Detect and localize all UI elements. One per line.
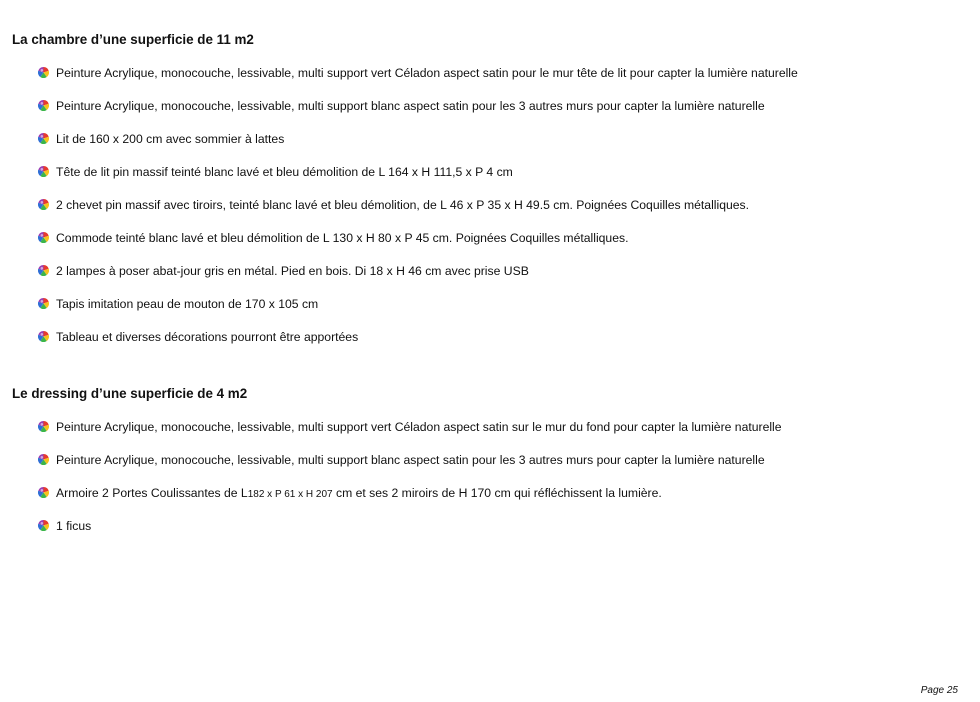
list-item (12, 130, 952, 163)
multicolor-ball-icon (38, 164, 49, 175)
list-item (12, 517, 952, 550)
list-item (12, 295, 952, 328)
list-item-text: 2 lampes à poser abat-jour gris en métal. Pied en bois. Di 18 x H 46 cm avec prise USB (56, 264, 529, 278)
list-item (12, 262, 952, 295)
section-heading: La chambre d’une superficie de 11 m2 (12, 32, 254, 47)
item-list (12, 64, 952, 361)
list-item (12, 229, 952, 262)
multicolor-ball-icon (38, 98, 49, 109)
multicolor-ball-icon (38, 329, 49, 340)
list-item-text: Tête de lit pin massif teinté blanc lavé et bleu démolition de L 164 x H 111,5 x P 4 cm (56, 165, 513, 179)
list-item (12, 196, 952, 229)
list-item-text: Tableau et diverses décorations pourront être apportées (56, 330, 359, 344)
list-item-text: Tapis imitation peau de mouton de 170 x 105 cm (56, 297, 319, 311)
page-number: Page 25 (920, 685, 958, 696)
multicolor-ball-icon (38, 230, 49, 241)
list-item-text: Lit de 160 x 200 cm avec sommier à lattes (56, 132, 285, 146)
dimensions-text: 182 x P 61 x H 207 (247, 489, 333, 500)
text-part: cm et ses 2 miroirs de H 170 cm qui réfléchissent la lumière. (332, 486, 662, 500)
multicolor-ball-icon (38, 296, 49, 307)
multicolor-ball-icon (38, 65, 49, 76)
item-list (12, 418, 952, 550)
list-item-text: Peinture Acrylique, monocouche, lessivable, multi support vert Céladon aspect satin pour le mur tête de lit pour capter la lumière naturelle (56, 66, 798, 80)
list-item (12, 163, 952, 196)
list-item (12, 328, 952, 361)
multicolor-ball-icon (38, 197, 49, 208)
list-item-text: Peinture Acrylique, monocouche, lessivable, multi support blanc aspect satin pour les 3 autres murs pour capter la lumière naturelle (56, 453, 765, 467)
multicolor-ball-icon (38, 131, 49, 142)
list-item-text (56, 486, 662, 500)
multicolor-ball-icon (38, 518, 49, 529)
list-item-text: 2 chevet pin massif avec tiroirs, teinté blanc lavé et bleu démolition, de L 46 x P 35 x H 49.5 cm. Poignées Coquilles métalliques. (56, 198, 750, 212)
multicolor-ball-icon (38, 485, 49, 496)
list-item (12, 97, 952, 130)
multicolor-ball-icon (38, 452, 49, 463)
list-item-text: 1 ficus (56, 519, 92, 533)
text-part: Armoire 2 Portes Coulissantes de L (56, 486, 248, 500)
multicolor-ball-icon (38, 419, 49, 430)
list-item (12, 484, 952, 517)
list-item-text: Peinture Acrylique, monocouche, lessivable, multi support blanc aspect satin pour les 3 autres murs pour capter la lumière naturelle (56, 99, 765, 113)
list-item (12, 64, 952, 97)
section-heading: Le dressing d’une superficie de 4 m2 (12, 386, 248, 401)
section-dressing (12, 385, 952, 550)
list-item (12, 451, 952, 484)
list-item-text: Commode teinté blanc lavé et bleu démolition de L 130 x H 80 x P 45 cm. Poignées Coquilles métalliques. (56, 231, 629, 245)
list-item (12, 418, 952, 451)
multicolor-ball-icon (38, 263, 49, 274)
section-bedroom (12, 31, 952, 361)
list-item-text: Peinture Acrylique, monocouche, lessivable, multi support vert Céladon aspect satin sur le mur du fond pour capter la lumière naturelle (56, 420, 782, 434)
